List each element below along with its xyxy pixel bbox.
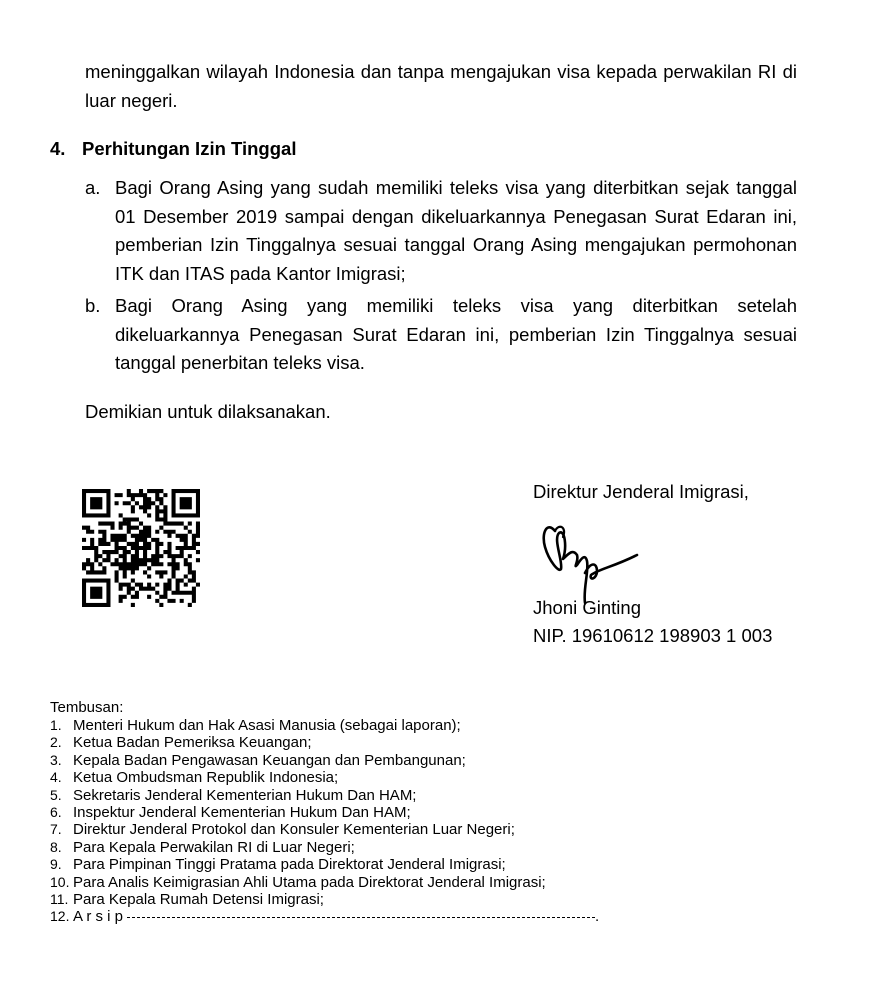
section-number: 4. [50,138,66,159]
signatory-title: Direktur Jenderal Imigrasi, [533,481,749,502]
section-heading [50,138,296,160]
tembusan-title: Tembusan: [50,699,124,716]
list-item-text: Bagi Orang Asing yang sudah memiliki teleks visa yang diterbitkan sejak tanggal 01 Desember 2019 sampai dengan dikeluarkannya Penegasan Surat Edaran ini, pemberian Izin Tinggalnya sesuai tanggal Orang Asing mengajukan permohonan ITK dan ITAS pada Kantor Imigrasi; [115,177,797,284]
intro-paragraph: meninggalkan wilayah Indonesia dan tanpa mengajukan visa kepada perwakilan RI di luar negeri. [85,61,797,111]
signatory-nip: NIP. 19610612 198903 1 003 [533,625,773,646]
list-item: 5. Sekretaris Jenderal Kementerian Hukum Dan HAM; [50,786,417,804]
list-item: 2. Ketua Badan Pemeriksa Keuangan; [50,734,312,752]
closing-sentence: Demikian untuk dilaksanakan. [85,401,331,422]
list-item: 11. Para Kepala Rumah Detensi Imigrasi; [50,891,324,909]
list-marker: a. [85,177,101,198]
qr-code-icon [82,489,200,612]
tembusan-list [50,717,599,926]
list-item: 12. A r s i p . [50,908,600,926]
list-item: 4. Ketua Ombudsman Republik Indonesia; [50,769,339,787]
section-title: Perhitungan Izin Tinggal [82,138,297,159]
list-item: 8. Para Kepala Perwakilan RI di Luar Negeri; [50,838,355,856]
list-item-text: Bagi Orang Asing yang memiliki teleks visa yang diterbitkan setelah dikeluarkannya Penegasan Surat Edaran ini, pemberian Izin Tinggalnya sesuai tanggal penerbitan teleks visa. [115,295,797,373]
tembusan-block [50,698,599,926]
signatory-name: Jhoni Ginting [533,597,641,618]
list-item: 9. Para Pimpinan Tinggi Pratama pada Direktorat Jenderal Imigrasi; [50,856,506,874]
list-item: 6. Inspektur Jenderal Kementerian Hukum Dan HAM; [50,804,411,822]
list-item: 7. Direktur Jenderal Protokol dan Konsuler Kementerian Luar Negeri; [50,821,515,839]
list-item-b [85,292,797,378]
list-item: 10. Para Analis Keimigrasian Ahli Utama pada Direktorat Jenderal Imigrasi; [50,873,546,891]
list-item-a [85,174,797,288]
list-item: 1. Menteri Hukum dan Hak Asasi Manusia (sebagai laporan); [50,717,461,734]
list-marker: b. [85,295,101,316]
dotted-leader [127,917,595,918]
list-item: 3. Kepala Badan Pengawasan Keuangan dan Pembangunan; [50,751,466,769]
